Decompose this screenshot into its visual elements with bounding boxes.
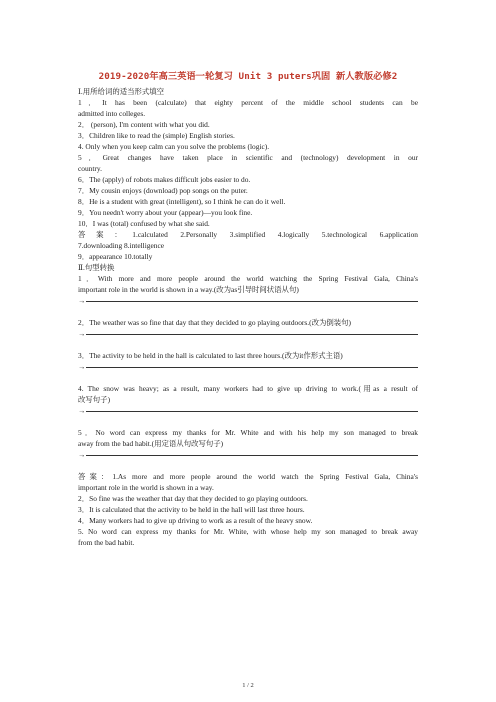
transform-4-line2: 改写句子) — [78, 395, 111, 404]
page-number: 1 / 2 — [242, 682, 254, 689]
section2-answer-5-line1: 5. No word can express my thanks for Mr. White, with whose help my son managed to break away — [78, 527, 418, 536]
transform-2: 2．The weather was so fine that day that they decided to go playing outdoors.(改为倒装句) — [78, 318, 351, 327]
arrow-icon: → — [78, 296, 86, 305]
section2-answer-2: 2．So fine was the weather that day that they decided to go playing outdoors. — [78, 494, 308, 503]
question-5-line2: country. — [78, 164, 102, 173]
question-4: 4. Only when you keep calm can you solve the problems (logic). — [78, 142, 270, 151]
question-10: 10．I was (total) confused by what she said. — [78, 219, 210, 228]
section2-answer-5-line2: from the bad habit. — [78, 538, 135, 547]
document-body — [78, 86, 418, 548]
answers-line1: 答案：1.calculated 2.Personally 3.simplified 4.logically 5.technological 6.application — [78, 230, 418, 239]
transform-5-line1: 5．No word can express my thanks for Mr. White and with his help my son managed to break — [78, 428, 418, 437]
spacer — [78, 339, 418, 350]
question-1-line2: admitted into colleges. — [78, 109, 146, 118]
arrow-icon: → — [78, 329, 86, 338]
answer-blank-1 — [78, 295, 418, 306]
transform-3: 3．The activity to be held in the hall is calculated to last three hours.(改为it作形式主语) — [78, 351, 343, 360]
section1-heading: Ⅰ.用所给词的适当形式填空 — [78, 87, 165, 96]
transform-4-line1: 4. The snow was heavy; as a result, many workers had to give up driving to work.(用as a result of — [78, 384, 418, 393]
transform-1-line2: important role in the world is shown in a way.(改为as引导时间状语从句) — [78, 285, 299, 294]
answer-underline — [86, 301, 418, 302]
answers-line3: 9．appearance 10.totally — [78, 252, 153, 261]
document-title: 2019-2020年高三英语一轮复习 Unit 3 puters巩固 新人教版必修2 — [98, 71, 398, 82]
arrow-icon: → — [78, 406, 86, 415]
question-8: 8．He is a student with great (intelligent), so I think he can do it well. — [78, 197, 286, 206]
answer-underline — [86, 334, 418, 335]
answers-line2: 7.downloading 8.intelligence — [78, 241, 164, 250]
question-7: 7．My cousin enjoys (download) pop songs on the puter. — [78, 186, 248, 195]
section2-answer-1-line1: 答案：1.As more and more people around the world watch the Spring Festival Gala, China's — [78, 472, 418, 481]
answer-blank-4 — [78, 405, 418, 416]
answer-underline — [86, 411, 418, 412]
answer-blank-5 — [78, 449, 418, 460]
question-1-line1: 1．It has been (calculate) that eighty percent of the middle school students can be — [78, 98, 418, 107]
answer-blank-3 — [78, 361, 418, 372]
section2-answer-1-line2: important role in the world is shown in a way. — [78, 483, 214, 492]
transform-5-line2: away from the bad habit.(用定语从句改写句子) — [78, 439, 224, 448]
question-3: 3．Children like to read the (simple) English stories. — [78, 131, 235, 140]
question-2: 2． (person), I'm content with what you did. — [78, 120, 210, 129]
question-5-line1: 5．Great changes have taken place in scientific and (technology) development in our — [78, 153, 418, 162]
spacer — [78, 306, 418, 317]
answer-underline — [86, 455, 418, 456]
question-6: 6．The (apply) of robots makes difficult jobs easier to do. — [78, 175, 251, 184]
answer-blank-2 — [78, 328, 418, 339]
answer-underline — [86, 367, 418, 368]
spacer — [78, 416, 418, 427]
transform-1-line1: 1．With more and more people around the world watching the Spring Festival Gala, China's — [78, 274, 418, 283]
spacer — [78, 372, 418, 383]
arrow-icon: → — [78, 450, 86, 459]
spacer — [78, 460, 418, 471]
section2-heading: Ⅱ.句型转换 — [78, 263, 115, 272]
section2-answer-4: 4．Many workers had to give up driving to work as a result of the heavy snow. — [78, 516, 313, 525]
section2-answer-3: 3．It is calculated that the activity to be held in the hall will last three hours. — [78, 505, 305, 514]
arrow-icon: → — [78, 362, 86, 371]
question-9: 9．You needn't worry about your (appear)—you look fine. — [78, 208, 253, 217]
